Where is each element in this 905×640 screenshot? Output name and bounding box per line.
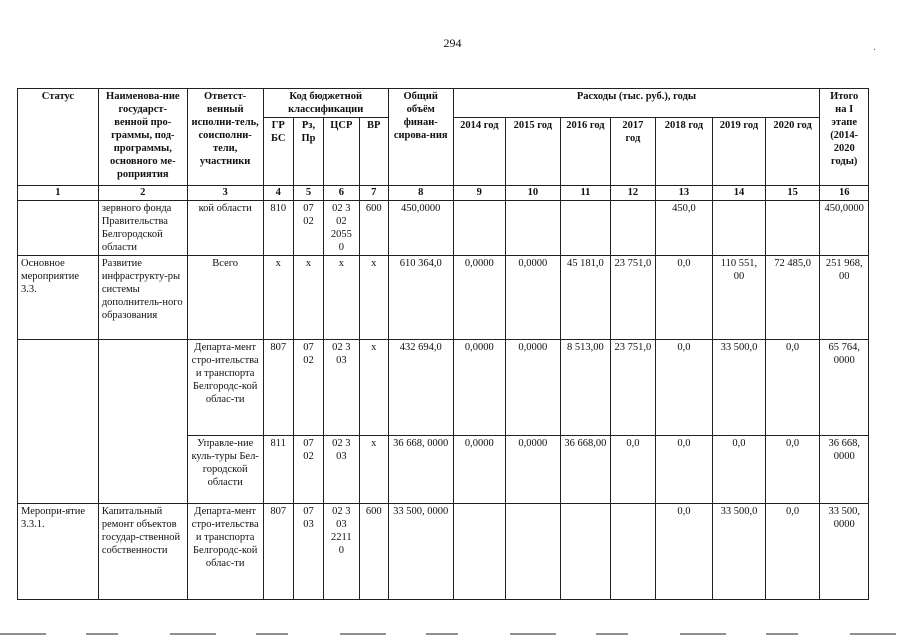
cell-grbs: 807	[263, 504, 293, 600]
cell-2015	[506, 201, 561, 256]
cell-name: Капитальный ремонт объектов государ-ственной собственности	[98, 504, 187, 600]
cell-status	[18, 201, 99, 256]
column-number: 1	[18, 186, 99, 201]
cell-stage-total: 450,0000	[820, 201, 869, 256]
cell-grbs: 811	[263, 436, 293, 504]
column-number: 15	[765, 186, 820, 201]
column-number: 9	[453, 186, 506, 201]
cell-2016: 8 513,00	[560, 340, 611, 436]
cell-stage-total: 251 968, 00	[820, 256, 869, 340]
cell-name-empty	[98, 340, 187, 504]
cell-2017	[611, 504, 655, 600]
header-budget-code: Код бюджетной классификации	[263, 89, 388, 118]
table-row	[18, 201, 869, 256]
cell-2017: 23 751,0	[611, 340, 655, 436]
header-grbs: ГР БС	[263, 118, 293, 186]
column-number: 4	[263, 186, 293, 201]
cell-vr: 600	[359, 201, 388, 256]
cell-2014	[453, 201, 506, 256]
header-status: Статус	[18, 89, 99, 186]
cell-status: Меропри-ятие 3.3.1.	[18, 504, 99, 600]
cell-2018: 0,0	[655, 256, 713, 340]
header-2019: 2019 год	[713, 118, 766, 186]
cell-vr: х	[359, 436, 388, 504]
cell-2014: 0,0000	[453, 436, 506, 504]
cell-2020	[765, 201, 820, 256]
header-csr: ЦСР	[324, 118, 359, 186]
cell-grbs: х	[263, 256, 293, 340]
column-number: 16	[820, 186, 869, 201]
cell-2015: 0,0000	[506, 256, 561, 340]
cell-2018: 0,0	[655, 504, 713, 600]
scan-mark: ·	[873, 45, 877, 56]
header-2014: 2014 год	[453, 118, 506, 186]
column-number: 2	[98, 186, 187, 201]
cell-2019: 110 551, 00	[713, 256, 766, 340]
cell-rzpr: 07 02	[293, 436, 323, 504]
cell-status: Основное мероприятие 3.3.	[18, 256, 99, 340]
cell-rzpr: 07 02	[293, 201, 323, 256]
cell-2020: 0,0	[765, 436, 820, 504]
column-number: 12	[611, 186, 655, 201]
cell-2019	[713, 201, 766, 256]
header-rzpr: Рз, Пр	[293, 118, 323, 186]
cell-total: 33 500, 0000	[388, 504, 453, 600]
cell-2019: 0,0	[713, 436, 766, 504]
cell-executor: Департа-мент стро-ительства и транспорта Белгородс-кой облас-ти	[187, 504, 263, 600]
cell-2016	[560, 504, 611, 600]
cell-stage-total: 33 500, 0000	[820, 504, 869, 600]
cell-stage-total: 36 668, 0000	[820, 436, 869, 504]
cell-executor: Управле-ние куль-туры Бел-городской области	[187, 436, 263, 504]
cell-2015	[506, 504, 561, 600]
cell-2016: 45 181,0	[560, 256, 611, 340]
header-2016: 2016 год	[560, 118, 611, 186]
column-number: 3	[187, 186, 263, 201]
cell-2014: 0,0000	[453, 256, 506, 340]
header-2020: 2020 год	[765, 118, 820, 186]
budget-table	[17, 88, 869, 600]
cell-total: 432 694,0	[388, 340, 453, 436]
cell-rzpr: 07 03	[293, 504, 323, 600]
scan-bottom-edge	[0, 633, 905, 635]
table-row	[18, 256, 869, 340]
cell-name: Развитие инфраструкту-ры системы дополнитель-ного образования	[98, 256, 187, 340]
cell-total: 36 668, 0000	[388, 436, 453, 504]
cell-2014: 0,0000	[453, 340, 506, 436]
cell-stage-total: 65 764, 0000	[820, 340, 869, 436]
cell-2015: 0,0000	[506, 340, 561, 436]
cell-vr: х	[359, 340, 388, 436]
cell-grbs: 810	[263, 201, 293, 256]
header-stage-total: Итого на I этапе (2014-2020 годы)	[820, 89, 869, 186]
header-executor: Ответст-венный исполни-тель, соисполни-тели, участники	[187, 89, 263, 186]
cell-csr: 02 3 03	[324, 340, 359, 436]
header-expenses: Расходы (тыс. руб.), годы	[453, 89, 820, 118]
column-number: 13	[655, 186, 713, 201]
cell-grbs: 807	[263, 340, 293, 436]
cell-csr: 02 3 02 2055 0	[324, 201, 359, 256]
cell-2017: 0,0	[611, 436, 655, 504]
column-number: 8	[388, 186, 453, 201]
column-number: 11	[560, 186, 611, 201]
cell-status-empty	[18, 340, 99, 504]
cell-2017	[611, 201, 655, 256]
header-2018: 2018 год	[655, 118, 713, 186]
cell-rzpr: 07 02	[293, 340, 323, 436]
cell-vr: х	[359, 256, 388, 340]
page-number: 294	[443, 36, 462, 50]
cell-2015: 0,0000	[506, 436, 561, 504]
cell-total: 610 364,0	[388, 256, 453, 340]
cell-2018: 0,0	[655, 340, 713, 436]
cell-2020: 72 485,0	[765, 256, 820, 340]
cell-2020: 0,0	[765, 504, 820, 600]
cell-vr: 600	[359, 504, 388, 600]
header-total-volume: Общий объём финан-сирова-ния	[388, 89, 453, 186]
column-number: 10	[506, 186, 561, 201]
cell-executor: Департа-мент стро-ительства и транспорта Белгородс-кой облас-ти	[187, 340, 263, 436]
column-number-row	[18, 186, 869, 201]
cell-2016: 36 668,00	[560, 436, 611, 504]
cell-rzpr: х	[293, 256, 323, 340]
cell-csr: х	[324, 256, 359, 340]
header-2017: 2017 год	[611, 118, 655, 186]
column-number: 14	[713, 186, 766, 201]
column-number: 5	[293, 186, 323, 201]
cell-2019: 33 500,0	[713, 340, 766, 436]
column-number: 6	[324, 186, 359, 201]
cell-2018: 0,0	[655, 436, 713, 504]
cell-total: 450,0000	[388, 201, 453, 256]
cell-name: зервного фонда Правительства Белгородской области	[98, 201, 187, 256]
header-name: Наименова-ние государст-венной про-граммы, под-программы, основного ме-роприятия	[98, 89, 187, 186]
cell-2020: 0,0	[765, 340, 820, 436]
table-row	[18, 340, 869, 436]
cell-executor: кой области	[187, 201, 263, 256]
cell-csr: 02 3 03 2211 0	[324, 504, 359, 600]
header-vr: ВР	[359, 118, 388, 186]
header-2015: 2015 год	[506, 118, 561, 186]
cell-2019: 33 500,0	[713, 504, 766, 600]
table-row	[18, 504, 869, 600]
cell-2014	[453, 504, 506, 600]
cell-2017: 23 751,0	[611, 256, 655, 340]
column-number: 7	[359, 186, 388, 201]
cell-executor: Всего	[187, 256, 263, 340]
cell-2018: 450,0	[655, 201, 713, 256]
cell-csr: 02 3 03	[324, 436, 359, 504]
cell-2016	[560, 201, 611, 256]
